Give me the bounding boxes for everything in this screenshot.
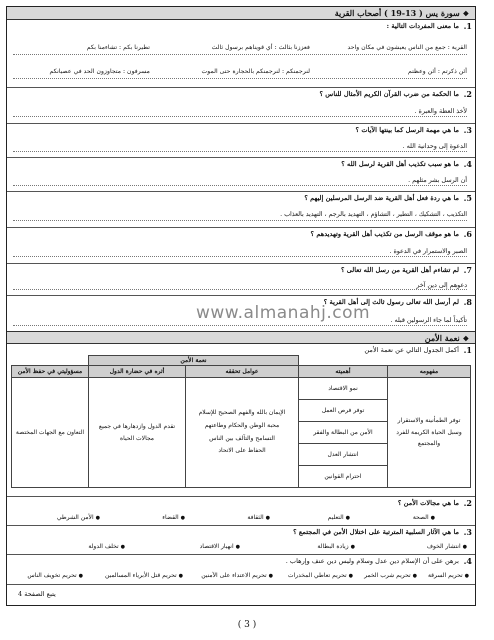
table-cell-factors: الإيمان بالله والفهم الصحيح للإسلام محبة الوطن والحكام وطاعتهم التسامح والتآلف بين الناس الحفاظ على الاتحاد	[186, 378, 299, 488]
table-title: نعمة الأمن	[89, 356, 299, 366]
table-cell-importance: نمو الاقتصاد توفر فرص العمل الأمن من البطالة والفقر انتشار العدل احترام القوانين	[299, 378, 388, 488]
answer-line	[13, 151, 467, 152]
option-item: ●تحريم الاعتداء على الآمنين	[201, 572, 273, 579]
section-header-surah-yasin	[7, 7, 475, 20]
page-number: ( 3 )	[237, 620, 257, 630]
option-item: ●القضاء	[162, 514, 185, 521]
answer-text: الدعوة إلى وحدانية الله .	[402, 143, 467, 150]
answer-line	[13, 185, 467, 186]
question-text: ما هي مجالات الأمن ؟	[397, 499, 459, 507]
question-5: 5. ما هي ردة فعل أهل القرية ضد الرسل المرسلين إليهم ؟ التكذيب ، التشكيك ، التطير ، التشاؤم ، التهديد بالرجم ، التهديد بالعذاب .	[7, 192, 475, 228]
answer-text: التكذيب ، التشكيك ، التطير ، التشاؤم ، التهديد بالرجم ، التهديد بالعذاب .	[280, 211, 467, 218]
option-item: ●تحريم تعاطي المخدرات	[287, 572, 353, 579]
option-item: ●تحريم قتل الأبرياء المسالمين	[104, 572, 183, 579]
option-item: ●تخلف الدولة	[88, 543, 125, 550]
answer-text: لأخذ العظة والعبرة .	[414, 108, 467, 115]
table-cell-concept: توفر الطمأنينة والاستقرار وسبل الحياة الكريمة للفرد والمجتمع	[388, 378, 471, 488]
question-text: أكمل الجدول التالي عن نعمة الأمن	[364, 346, 459, 354]
question-security-table: 1. أكمل الجدول التالي عن نعمة الأمن نعمة الأمن مفهومه أهميته عوامل تحققه أثره في حضارة الدول مسؤوليتي في حفظ الأمن توفر الطمأنينة والاستقرار وسبل الحياة الكريمة للفرد والمجتمع نمو الاقتصاد توفر فرص العمل الأمن من البطالة والفقر انتشار العدل احترام القوانين الإيمان بالله والفهم الصحيح للإسلام محبة الوطن والحكام وطاعتهم التسامح والتآلف بين الناس الحفاظ على الاتحاد تقدم الدول وازدهارها في جميع مجالات الحياة التعاون مع الجهات المختصة	[7, 344, 475, 497]
vocab-item: القرية : جمع من الناس يعيشون في مكان واحد	[347, 44, 467, 51]
question-security-effects: 3. ما هي الآثار السلبية المترتبة على اختلال الأمن في المجتمع ؟ ●انتشار الخوف ●زيادة البطالة ●انهيار الاقتصاد ●تخلف الدولة	[7, 526, 475, 555]
answer-line	[13, 116, 467, 117]
table-header: عوامل تحققه	[186, 366, 299, 378]
question-text: لم تشاءم أهل القرية من رسل الله تعالى ؟	[340, 266, 459, 274]
question-text: لم أرسل الله تعالى رسول ثالث إلى أهل القرية ؟	[323, 298, 459, 306]
table-cell-responsibility: التعاون مع الجهات المختصة	[12, 378, 89, 488]
option-item: ●الثقافة	[247, 514, 270, 521]
vocab-item: لنرجمنكم : لنرجمنكم بالحجارة حتى الموت	[201, 68, 310, 75]
table-cell-effect: تقدم الدول وازدهارها في جميع مجالات الحياة	[89, 378, 186, 488]
question-text: ما هو سبب تكذيب أهل القرية لرسل الله ؟	[341, 160, 459, 168]
question-text: ما الحكمة من ضرب القرآن الكريم الأمثال للناس ؟	[319, 90, 459, 98]
table-header: أثره في حضارة الدول	[89, 366, 186, 378]
answer-line	[13, 54, 467, 55]
question-security-fields: 2. ما هي مجالات الأمن ؟ ●الصحة ●التعليم ●الثقافة ●القضاء ●الأمن الشرطي	[7, 497, 475, 526]
question-text: ما هي مهمة الرسل كما بينتها الآيات ؟	[355, 126, 459, 134]
answer-line	[13, 256, 467, 257]
question-text: ما معنى المفردات التالية :	[386, 22, 459, 30]
question-8: 8. لم أرسل الله تعالى رسول ثالث إلى أهل القرية ؟ تأكيداً لما جاء الرسولين قبله .	[7, 296, 475, 331]
answer-line	[13, 220, 467, 221]
answer-text: تأكيداً لما جاء الرسولين قبله .	[390, 317, 467, 324]
security-table	[11, 355, 471, 488]
answer-text: دعوهم إلى دين آخر	[416, 282, 467, 289]
question-text: ما هي الآثار السلبية المترتبة على اختلال الأمن في المجتمع ؟	[293, 528, 459, 536]
diamond-bullet-icon: ❖	[462, 9, 469, 18]
option-item: ●تحريم السرقة	[427, 572, 469, 579]
question-6: 6. ما هو موقف الرسل من تكذيب أهل القرية وتهديدهم ؟ الصبر والاستمرار في الدعوة .	[7, 228, 475, 264]
section-title: سورة يس ( 13-19 ) أصحاب القرية	[334, 8, 460, 18]
question-text: برهن على أن الإسلام دين عدل وسلام وليس دين عنف وإرهاب .	[285, 557, 459, 565]
vocab-item: تطيرنا بكم : تشاءمنا بكم	[86, 44, 150, 51]
vocab-item: أئن ذكرتم : أئن وعظتم	[408, 68, 467, 75]
vocab-item: فعززنا بثالث : أي قويناهم برسول ثالث	[211, 44, 310, 51]
question-4: 4. ما هو سبب تكذيب أهل القرية لرسل الله ؟ أن الرسل بشر مثلهم .	[7, 158, 475, 192]
table-header: مسؤوليتي في حفظ الأمن	[12, 366, 89, 378]
section-header-security	[7, 331, 475, 344]
option-item: ●التعليم	[327, 514, 350, 521]
question-number: 1.	[463, 21, 472, 31]
option-item: ●الصحة	[412, 514, 435, 521]
answer-text: أن الرسل بشر مثلهم .	[408, 177, 467, 184]
answer-line	[13, 325, 467, 326]
continue-note: يتبع الصفحة 4	[18, 590, 56, 598]
question-3: 3. ما هي مهمة الرسل كما بينتها الآيات ؟ الدعوة إلى وحدانية الله .	[7, 124, 475, 158]
question-islam-peace: 4. برهن على أن الإسلام دين عدل وسلام وليس دين عنف وإرهاب . ●تحريم السرقة ●تحريم شرب الخمر ●تحريم تعاطي المخدرات ●تحريم الاعتداء على الآمنين ●تحريم قتل الأبرياء المسالمين ●تحريم تخويف الناس	[7, 555, 475, 585]
option-item: ●الأمن الشرطي	[56, 514, 100, 521]
diamond-bullet-icon: ❖	[462, 334, 469, 343]
option-item: ●انهيار الاقتصاد	[199, 543, 240, 550]
watermark: www.almanahj.com	[196, 303, 371, 323]
vocab-item: مسرفون : متجاوزون الحد في عصيانكم	[49, 68, 150, 75]
answer-line	[13, 78, 467, 79]
option-item: ●زيادة البطالة	[317, 543, 355, 550]
answer-line	[13, 289, 467, 290]
option-item: ●انتشار الخوف	[426, 543, 467, 550]
question-1-vocabulary	[7, 20, 475, 88]
option-item: ●تحريم شرب الخمر	[364, 572, 417, 579]
table-header: مفهومه	[388, 366, 471, 378]
section-title: نعمة الأمن	[424, 333, 460, 343]
question-2: 2. ما الحكمة من ضرب القرآن الكريم الأمثال للناس ؟ لأخذ العظة والعبرة .	[7, 88, 475, 124]
table-header: أهميته	[299, 366, 388, 378]
question-7: 7. لم تشاءم أهل القرية من رسل الله تعالى ؟ دعوهم إلى دين آخر	[7, 264, 475, 296]
question-text: ما هي ردة فعل أهل القرية ضد الرسل المرسلين إليهم ؟	[304, 194, 459, 202]
option-item: ●تحريم تخويف الناس	[27, 572, 83, 579]
answer-text: الصبر والاستمرار في الدعوة .	[389, 248, 467, 255]
question-text: ما هو موقف الرسل من تكذيب أهل القرية وتهديدهم ؟	[310, 230, 459, 238]
